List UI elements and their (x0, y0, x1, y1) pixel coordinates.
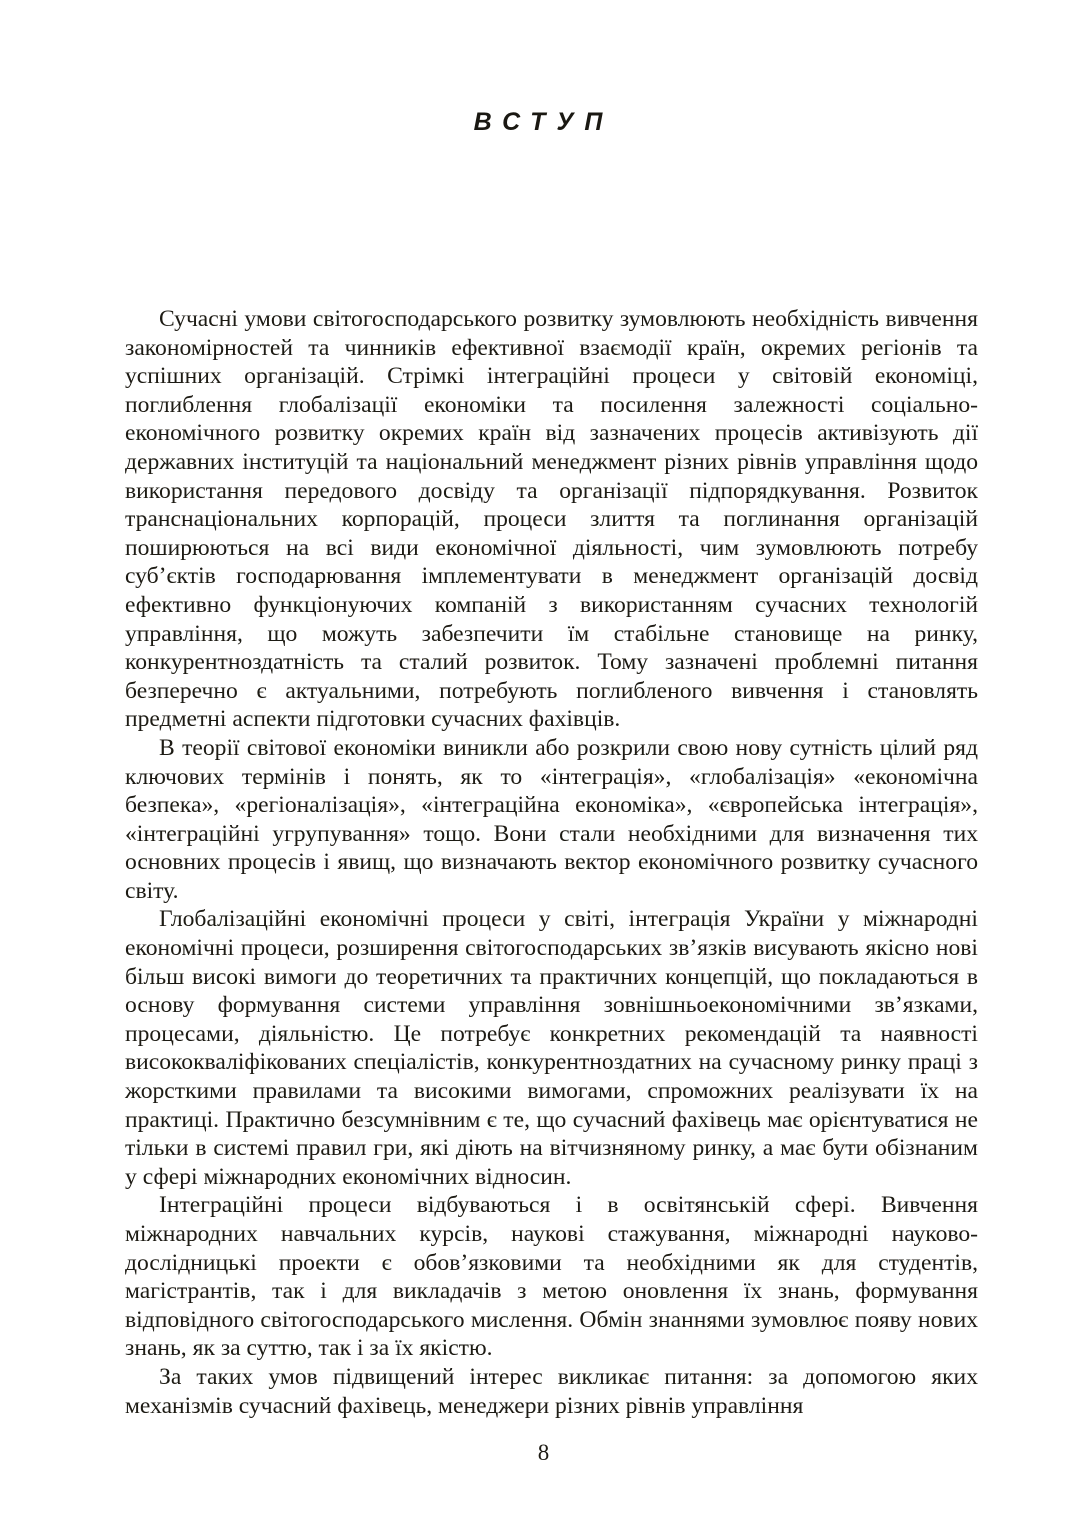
paragraph-1: Сучасні умови світогосподарського розвитку зумовлюють необхідність вивчення закономірностей та чинників ефективної взаємодії країн, окремих регіонів та успішних організацій. Стрімкі інтеграційні процеси у світовій економіці, поглиблення глобалізації економіки та посилення залежності соціально-економічного розвитку окремих країн від зазначених процесів активізують дії державних інституцій та національний менеджмент різних рівнів управління щодо використання передового досвіду та організації підпорядкування. Розвиток транснаціональних корпорацій, процеси злиття та поглинання організацій поширюються на всі види економічної діяльності, чим зумовлюють потребу суб’єктів господарювання імплементувати в менеджмент організацій досвід ефективно функціонуючих компаній з використанням сучасних технологій управління, що можуть забезпечити їм стабільне становище на ринку, конкурентноздатність та сталий розвиток. Тому зазначені проблемні питання безперечно є актуальними, потребують поглибленого вивчення і становлять предметні аспекти підготовки сучасних фахівців. (125, 306, 978, 733)
body-text (125, 305, 978, 1420)
page-number: 8 (537, 1440, 550, 1465)
section-title: ВСТУП (473, 108, 614, 136)
paragraph-2: В теорії світової економіки виникли або розкрили свою нову сутність цілий ряд ключових термінів і понять, як то «інтеграція», «глобалізація» «економічна безпека», «регіоналізація», «інтеграційна економіка», «європейська інтеграція», «інтеграційні угрупування» тощо. Вони стали необхідними для визначення тих основних процесів і явищ, що визначають вектор економічного розвитку сучасного світу. (125, 734, 978, 904)
paragraph-4: Інтеграційні процеси відбуваються і в освітянській сфері. Вивчення міжнародних навчальних курсів, наукові стажування, міжнародні науково-дослідницькі проекти є обов’язковими та необхідними як для студентів, магістрантів, так і для викладачів з метою оновлення їх знань, формування відповідного світогосподарського мислення. Обмін знаннями зумовлює появу нових знань, як за суттю, так і за їх якістю. (125, 1192, 978, 1362)
paragraph-5: За таких умов підвищений інтерес викликає питання: за допомогою яких механізмів сучасний фахівець, менеджери різних рівнів управління (125, 1363, 978, 1419)
paragraph-3: Глобалізаційні економічні процеси у світі, інтеграція України у міжнародні економічні процеси, розширення світогосподарських зв’язків висувають якісно нові більш високі вимоги до теоретичних та практичних концепцій, що покладаються в основу формування системи управління зовнішньоекономічними зв’язками, процесами, діяльністю. Це потребує конкретних рекомендацій та наявності висококваліфікованих спеціалістів, конкурентноздатних на сучасному ринку праці з жорсткими правилами та високими вимогами, спроможних реалізувати їх на практиці. Практично безсумнівним є те, що сучасний фахівець має орієнтуватися не тільки в системі правил гри, які діють на вітчизняному ринку, а має бути обізнаним у сфері міжнародних економічних відносин. (125, 906, 978, 1190)
